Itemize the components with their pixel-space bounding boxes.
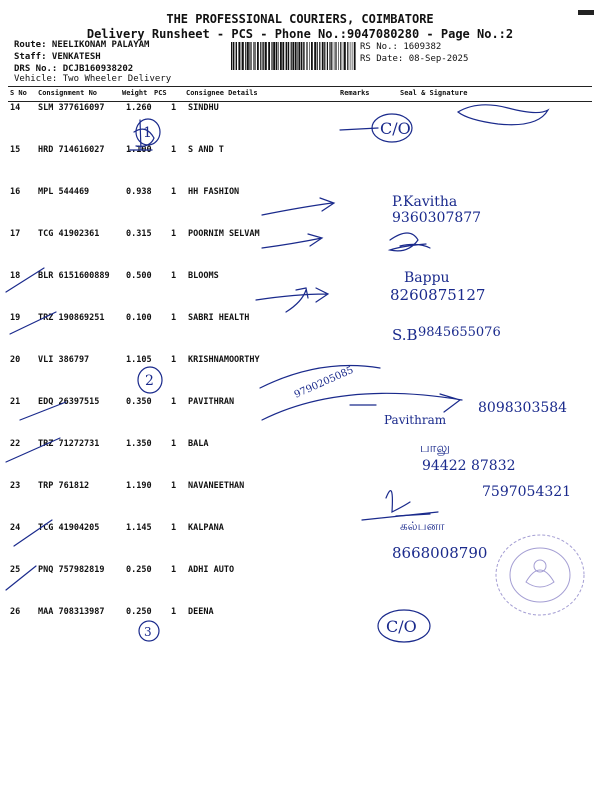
barcode-bar bbox=[260, 42, 261, 70]
row-consignment-no: BLR 6151600889 bbox=[38, 271, 110, 281]
circled-number-2: 2 bbox=[145, 373, 154, 389]
row-consignment-no: MAA 708313987 bbox=[38, 607, 105, 617]
phone-18: 8260875127 bbox=[390, 286, 486, 304]
row-pcs: 1 bbox=[171, 397, 177, 407]
col-weight: Weight bbox=[122, 89, 148, 97]
row-consignee: NAVANEETHAN bbox=[188, 481, 245, 491]
barcode-bar bbox=[280, 42, 282, 70]
row-pcs: 1 bbox=[171, 145, 177, 155]
barcode-bar bbox=[301, 42, 302, 70]
table-row bbox=[8, 353, 592, 395]
signature-19: S.B bbox=[392, 326, 418, 344]
row-consignee: HH FASHION bbox=[188, 187, 240, 197]
remark-co-14: C/O bbox=[380, 119, 411, 138]
barcode-bar bbox=[265, 42, 267, 70]
row-consignee: SABRI HEALTH bbox=[188, 313, 250, 323]
barcode-bar bbox=[344, 42, 346, 70]
barcode-bar bbox=[249, 42, 250, 70]
barcode-bar bbox=[291, 42, 292, 70]
barcode-bar bbox=[303, 42, 304, 70]
row-consignment-no: TRZ 190869251 bbox=[38, 313, 105, 323]
barcode-bar bbox=[314, 42, 316, 70]
barcode-bar bbox=[235, 42, 236, 70]
phone-23: 7597054321 bbox=[482, 484, 572, 500]
barcode-bar bbox=[304, 42, 305, 70]
row-weight: 1.145 bbox=[126, 523, 152, 533]
col-seal-signature: Seal & Signature bbox=[400, 89, 468, 97]
row-weight: 1.190 bbox=[126, 481, 152, 491]
col-pcs: PCS bbox=[154, 89, 167, 97]
barcode-bar bbox=[352, 42, 353, 70]
barcode-bar bbox=[247, 42, 249, 70]
row-pcs: 1 bbox=[171, 565, 177, 575]
phone-21: 8098303584 bbox=[478, 400, 568, 416]
barcode-bar bbox=[327, 42, 328, 70]
row-consignee: SINDHU bbox=[188, 103, 219, 113]
row-pcs: 1 bbox=[171, 523, 177, 533]
row-weight: 1.350 bbox=[126, 439, 152, 449]
row-pcs: 1 bbox=[171, 313, 177, 323]
row-weight: 0.315 bbox=[126, 229, 152, 239]
barcode-bar bbox=[242, 42, 244, 70]
signature-21: Pavithram bbox=[384, 413, 447, 427]
row-consignee: PAVITHRAN bbox=[188, 397, 235, 407]
remark-co-26: C/O bbox=[386, 617, 417, 636]
row-sno: 21 bbox=[10, 397, 21, 407]
row-sno: 14 bbox=[10, 103, 21, 113]
row-sno: 25 bbox=[10, 565, 21, 575]
barcode-bar bbox=[331, 42, 332, 70]
table-row bbox=[8, 143, 592, 185]
col-consignee: Consignee Details bbox=[186, 89, 258, 97]
row-consignee: S AND T bbox=[188, 145, 224, 155]
barcode-bar bbox=[343, 42, 344, 70]
barcode-bar bbox=[297, 42, 298, 70]
table-row bbox=[8, 437, 592, 479]
row-weight: 0.250 bbox=[126, 607, 152, 617]
col-sno: S No bbox=[10, 89, 27, 97]
barcode-bar bbox=[335, 42, 336, 70]
row-consignee: BLOOMS bbox=[188, 271, 219, 281]
row-consignment-no: VLI 386797 bbox=[38, 355, 90, 365]
barcode-bar bbox=[241, 42, 242, 70]
row-pcs: 1 bbox=[171, 187, 177, 197]
barcode-bar bbox=[286, 42, 288, 70]
barcode-bar bbox=[334, 42, 335, 70]
barcode-bar bbox=[317, 42, 318, 70]
phone-20: 9790205085 bbox=[292, 364, 356, 401]
signature-16: P.Kavitha bbox=[392, 194, 458, 210]
phone-22: 94422 87832 bbox=[422, 458, 516, 474]
row-sno: 24 bbox=[10, 523, 21, 533]
col-remarks: Remarks bbox=[340, 89, 370, 97]
row-weight: 1.105 bbox=[126, 355, 152, 365]
row-pcs: 1 bbox=[171, 355, 177, 365]
row-consignment-no: SLM 377616097 bbox=[38, 103, 105, 113]
barcode-bar bbox=[336, 42, 337, 70]
route-label: Route: NEELIKONAM PALAYAM bbox=[14, 40, 150, 50]
barcode-bar bbox=[245, 42, 246, 70]
row-sno: 17 bbox=[10, 229, 21, 239]
row-consignment-no: TCG 41902361 bbox=[38, 229, 100, 239]
barcode-bar bbox=[236, 42, 237, 70]
barcode-bar bbox=[347, 42, 348, 70]
row-sno: 15 bbox=[10, 145, 21, 155]
table-row bbox=[8, 479, 592, 521]
row-consignee: KRISHNAMOORTHY bbox=[188, 355, 260, 365]
barcode-bar bbox=[338, 42, 339, 70]
barcode-bar bbox=[350, 42, 351, 70]
table-header bbox=[8, 86, 592, 102]
table-row bbox=[8, 395, 592, 437]
row-weight: 0.938 bbox=[126, 187, 152, 197]
row-pcs: 1 bbox=[171, 229, 177, 239]
row-pcs: 1 bbox=[171, 103, 177, 113]
row-weight: 0.350 bbox=[126, 397, 152, 407]
table-row bbox=[8, 185, 592, 227]
barcode-bar bbox=[322, 42, 324, 70]
barcode-bar bbox=[292, 42, 294, 70]
row-sno: 16 bbox=[10, 187, 21, 197]
barcode-bar bbox=[238, 42, 240, 70]
barcode-bar bbox=[319, 42, 320, 70]
row-consignee: KALPANA bbox=[188, 523, 224, 533]
barcode-bar bbox=[262, 42, 263, 70]
barcode bbox=[231, 42, 356, 70]
table-row bbox=[8, 269, 592, 311]
row-consignee: DEENA bbox=[188, 607, 214, 617]
barcode-bar bbox=[340, 42, 341, 70]
barcode-bar bbox=[282, 42, 284, 70]
col-consignment: Consignment No bbox=[38, 89, 98, 97]
barcode-bar bbox=[276, 42, 278, 70]
barcode-bar bbox=[309, 42, 310, 70]
row-pcs: 1 bbox=[171, 439, 177, 449]
rs-number: RS No.: 1609382 bbox=[360, 42, 442, 52]
phone-16: 9360307877 bbox=[392, 210, 482, 226]
staff-label: Staff: VENKATESH bbox=[14, 52, 101, 62]
barcode-bar bbox=[295, 42, 297, 70]
row-consignment-no: EDQ 26397515 bbox=[38, 397, 100, 407]
row-sno: 20 bbox=[10, 355, 21, 365]
barcode-bar bbox=[233, 42, 234, 70]
barcode-bar bbox=[271, 42, 272, 70]
barcode-bar bbox=[273, 42, 275, 70]
barcode-bar bbox=[288, 42, 289, 70]
row-consignment-no: TCG 41904205 bbox=[38, 523, 100, 533]
barcode-bar bbox=[263, 42, 264, 70]
barcode-bar bbox=[231, 42, 232, 70]
row-consignee: ADHI AUTO bbox=[188, 565, 235, 575]
row-weight: 0.100 bbox=[126, 313, 152, 323]
barcode-bar bbox=[257, 42, 259, 70]
row-consignment-no: TRZ 71272731 bbox=[38, 439, 100, 449]
vehicle-label: Vehicle: Two Wheeler Delivery bbox=[14, 74, 172, 84]
runsheet-title: Delivery Runsheet - PCS - Phone No.:9047080280 - Page No.:2 bbox=[86, 27, 514, 41]
barcode-bar bbox=[306, 42, 307, 70]
row-sno: 26 bbox=[10, 607, 21, 617]
row-weight: 1.100 bbox=[126, 145, 152, 155]
signature-22: பாலு bbox=[420, 441, 450, 456]
row-consignment-no: HRD 714616027 bbox=[38, 145, 105, 155]
circled-number-1: 1 bbox=[143, 125, 152, 141]
barcode-bar bbox=[311, 42, 313, 70]
row-pcs: 1 bbox=[171, 481, 177, 491]
row-pcs: 1 bbox=[171, 607, 177, 617]
signature-24: கல்பனா bbox=[400, 519, 445, 533]
table-row bbox=[8, 311, 592, 353]
phone-19: 9845655076 bbox=[418, 325, 501, 340]
row-weight: 1.260 bbox=[126, 103, 152, 113]
company-seal-stamp bbox=[492, 530, 588, 620]
signature-18: Bappu bbox=[404, 270, 450, 286]
barcode-bar bbox=[324, 42, 325, 70]
table-row bbox=[8, 101, 592, 143]
barcode-bar bbox=[354, 42, 356, 70]
row-weight: 0.250 bbox=[126, 565, 152, 575]
row-weight: 0.500 bbox=[126, 271, 152, 281]
row-consignment-no: MPL 544469 bbox=[38, 187, 90, 197]
row-sno: 19 bbox=[10, 313, 21, 323]
barcode-bar bbox=[251, 42, 252, 70]
barcode-bar bbox=[278, 42, 279, 70]
row-consignee: BALA bbox=[188, 439, 209, 449]
row-consignee: POORNIM SELVAM bbox=[188, 229, 260, 239]
row-sno: 23 bbox=[10, 481, 21, 491]
row-sno: 22 bbox=[10, 439, 21, 449]
row-sno: 18 bbox=[10, 271, 21, 281]
barcode-bar bbox=[298, 42, 300, 70]
barcode-bar bbox=[268, 42, 270, 70]
rs-date: RS Date: 08-Sep-2025 bbox=[360, 54, 469, 64]
company-title: THE PROFESSIONAL COURIERS, COIMBATORE bbox=[166, 12, 434, 26]
drs-label: DRS No.: DCJB160938202 bbox=[14, 64, 134, 74]
row-consignment-no: PNQ 757982819 bbox=[38, 565, 105, 575]
barcode-bar bbox=[254, 42, 255, 70]
table-row bbox=[8, 227, 592, 269]
circled-number-3: 3 bbox=[144, 625, 152, 639]
barcode-bar bbox=[329, 42, 330, 70]
barcode-bar bbox=[253, 42, 254, 70]
phone-24: 8668008790 bbox=[392, 544, 488, 562]
row-consignment-no: TRP 761812 bbox=[38, 481, 90, 491]
row-pcs: 1 bbox=[171, 271, 177, 281]
